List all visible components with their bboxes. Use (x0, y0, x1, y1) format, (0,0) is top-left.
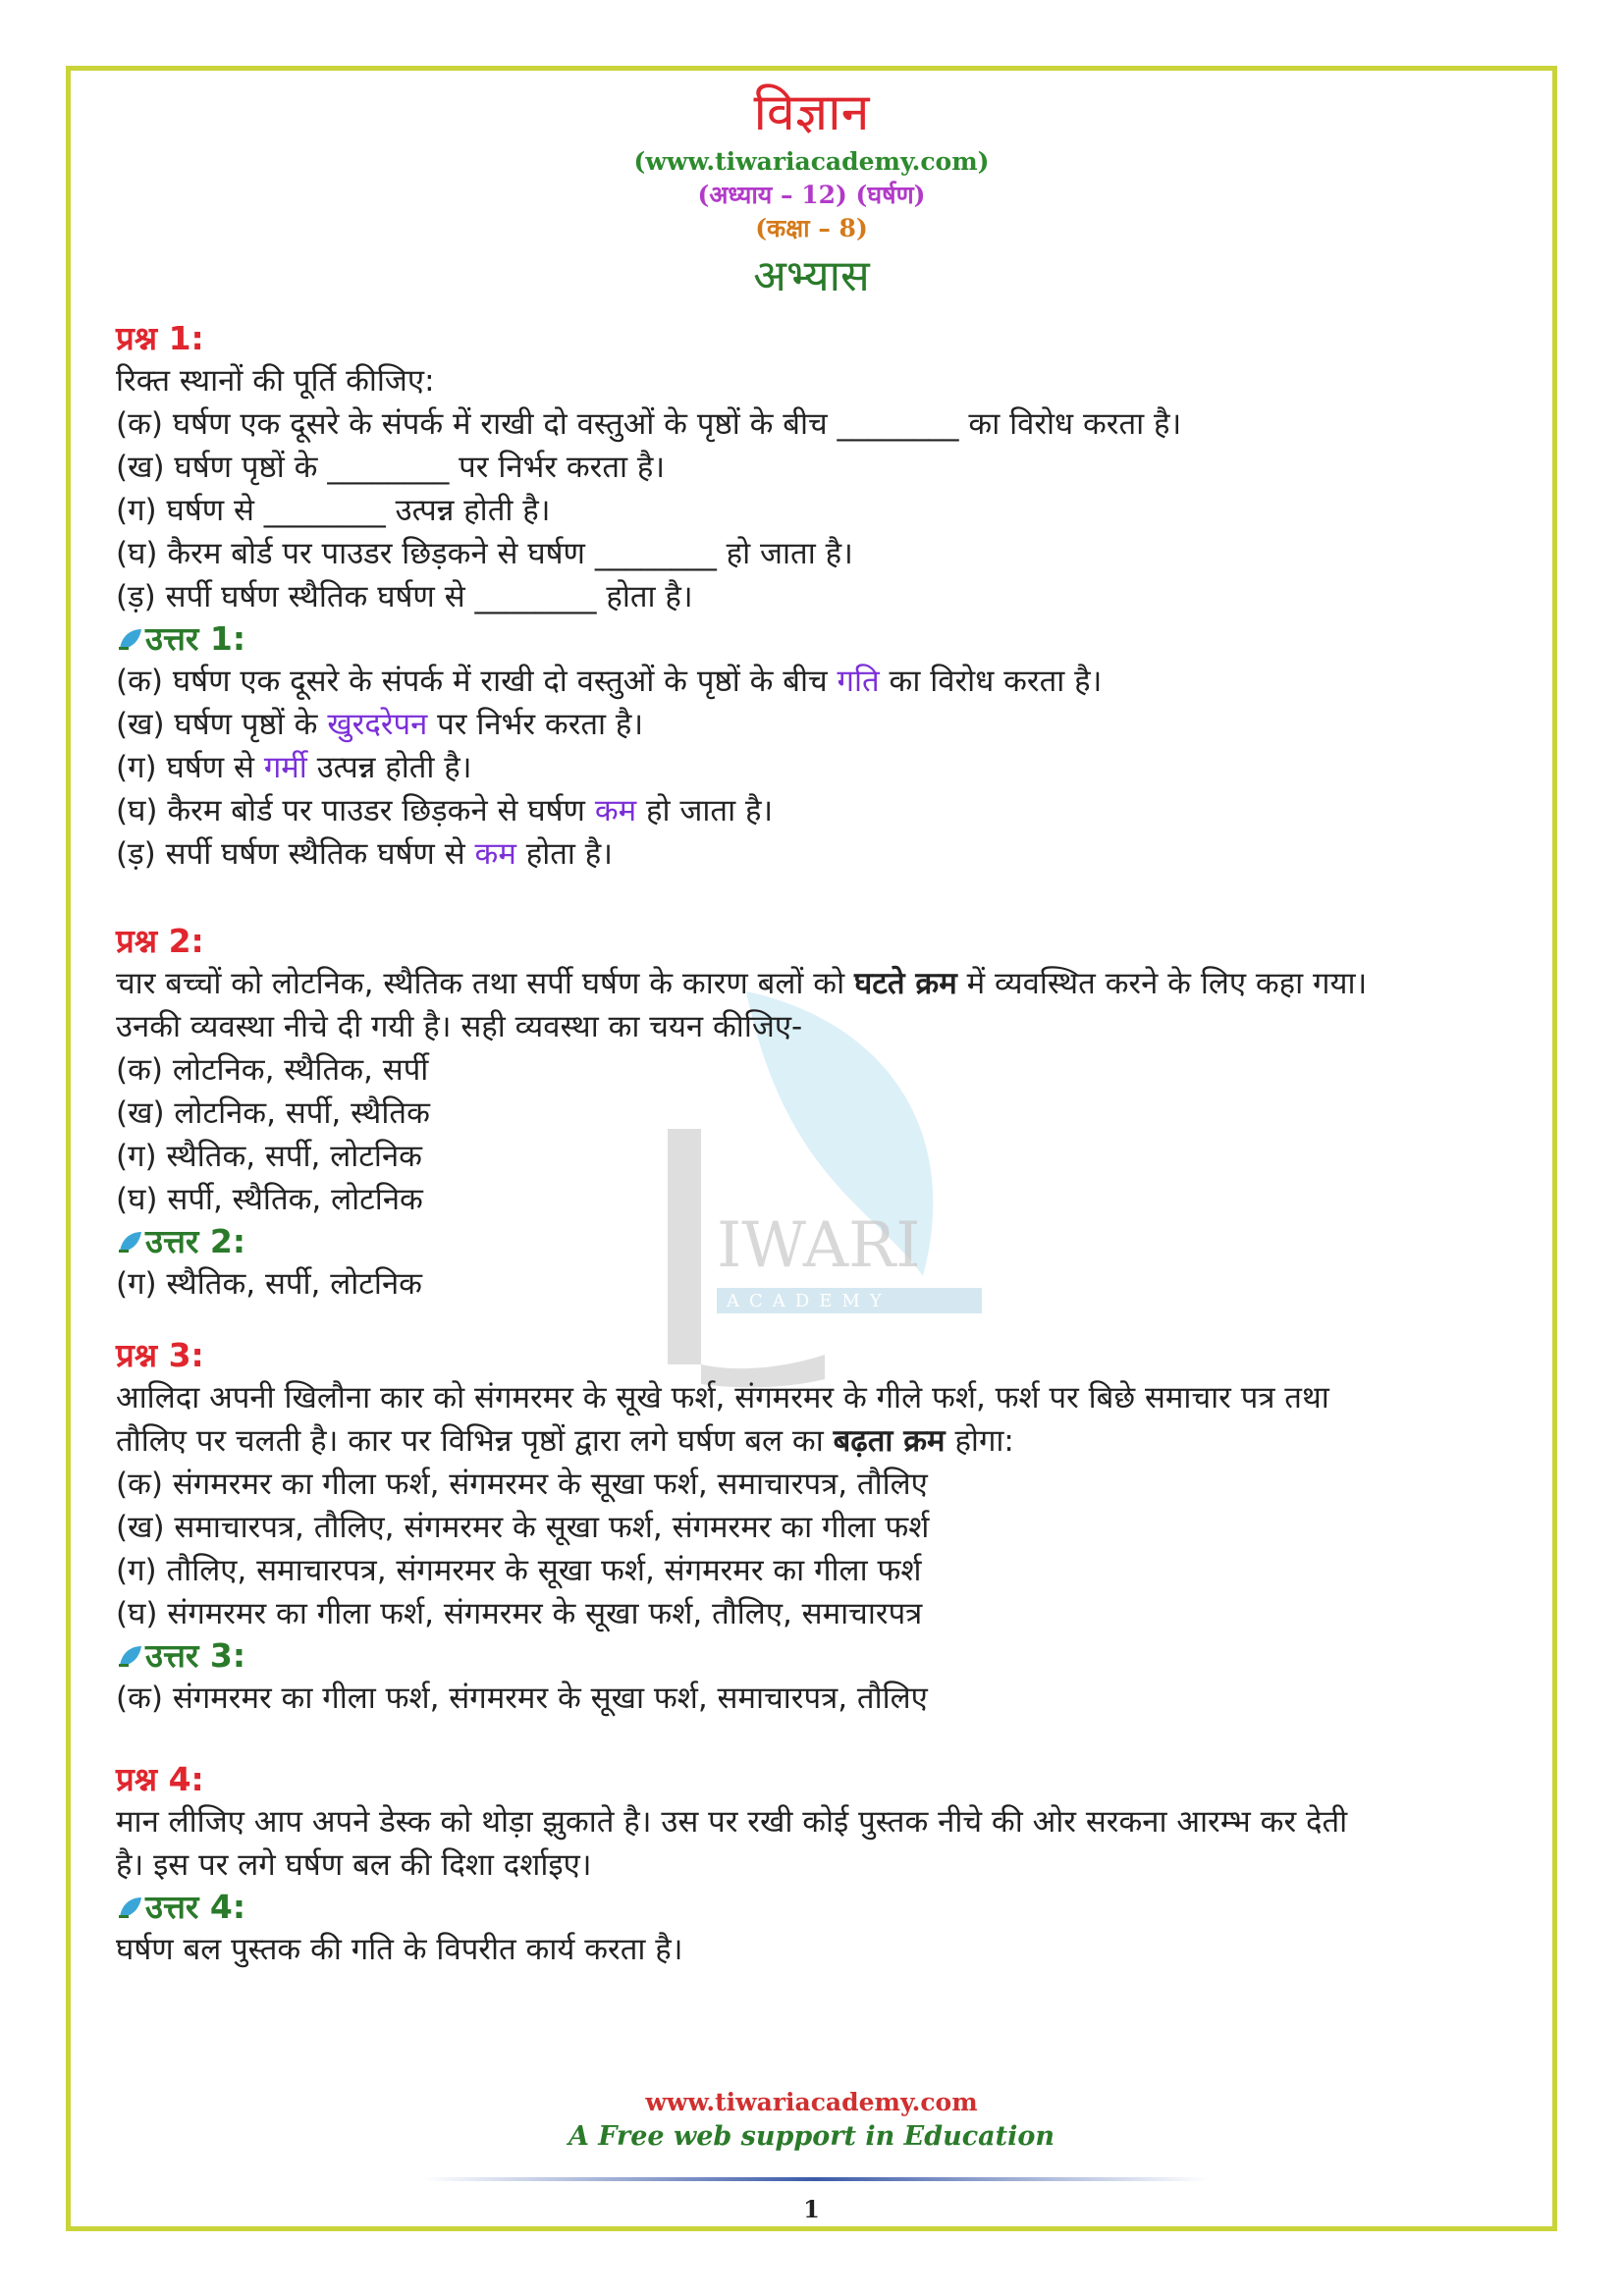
question-2-option: (घ) सर्पी, स्थैतिक, लोटनिक (116, 1182, 423, 1217)
page-footer (0, 2087, 1623, 2156)
answer-2-title: उत्तर 2: (145, 1222, 246, 1260)
answer-1-line: (क) घर्षण एक दूसरे के संपर्क में राखी दो वस्तुओं के पृष्ठों के बीच गति का विरोध करता है। (116, 664, 1103, 699)
footer-site-link[interactable]: www.tiwariacademy.com (645, 2088, 978, 2116)
question-4-line: मान लीजिए आप अपने डेस्क को थोड़ा झुकाते है। उस पर रखी कोई पुस्तक नीचे की ओर सरकना आरम्भ कर देती (116, 1804, 1348, 1840)
footer-divider (422, 2177, 1208, 2181)
question-1-line: (ड़) सर्पी घर्षण स्थैतिक घर्षण से ________ होता है। (116, 579, 693, 614)
answer-2-heading (116, 1221, 1530, 1262)
question-3-line: आलिदा अपनी खिलौना कार को संगमरमर के सूखे फर्श, संगमरमर के गीले फर्श, फर्श पर बिछे समाचार पत्र तथा (116, 1380, 1329, 1415)
subject-title: विज्ञान (753, 83, 870, 142)
question-2-option: (ग) स्थैतिक, सर्पी, लोटनिक (116, 1139, 422, 1174)
leaf-logo-icon (116, 1894, 143, 1921)
answer-1-heading (116, 618, 1530, 660)
question-3-option: (ग) तौलिए, समाचारपत्र, संगमरमर के सूखा फर्श, संगमरमर का गीला फर्श (116, 1553, 922, 1588)
leaf-logo-icon (116, 625, 143, 653)
answer-4-line: घर्षण बल पुस्तक की गति के विपरीत कार्य करता है। (116, 1932, 683, 1967)
answer-1-line: (ग) घर्षण से गर्मी उत्पन्न होती है। (116, 750, 472, 785)
leaf-logo-icon (116, 1228, 143, 1255)
question-1-line: (ख) घर्षण पृष्ठों के ________ पर निर्भर करता है। (116, 450, 666, 485)
question-4-title: प्रश्न 4: (116, 1760, 204, 1798)
answer-3-heading (116, 1635, 1530, 1677)
answer-1-line: (ख) घर्षण पृष्ठों के खुरदरेपन पर निर्भर करता है। (116, 707, 644, 742)
answer-highlight: गर्मी (263, 750, 307, 785)
question-3-bold: बढ़ता क्रम (833, 1423, 946, 1459)
question-2-title: प्रश्न 2: (116, 922, 204, 960)
leaf-logo-icon (116, 1642, 143, 1670)
question-2-line: उनकी व्यवस्था नीचे दी गयी है। सही व्यवस्था का चयन कीजिए- (116, 1009, 803, 1044)
watermark-brand: IWARI (717, 1209, 921, 1282)
question-3-title: प्रश्न 3: (116, 1336, 204, 1374)
answer-1-title: उत्तर 1: (145, 619, 246, 658)
question-4-line: है। इस पर लगे घर्षण बल की दिशा दर्शाइए। (116, 1847, 592, 1883)
question-3-option: (घ) संगमरमर का गीला फर्श, संगमरमर के सूखा फर्श, तौलिए, समाचारपत्र (116, 1596, 923, 1631)
question-2-option: (क) लोटनिक, स्थैतिक, सर्पी (116, 1052, 429, 1088)
footer-tagline: A Free web support in Education (568, 2121, 1055, 2152)
answer-highlight: कम (594, 793, 637, 828)
question-2-option: (ख) लोटनिक, सर्पी, स्थैतिक (116, 1095, 430, 1131)
question-3-option: (क) संगमरमर का गीला फर्श, संगमरमर के सूखा फर्श, समाचारपत्र, तौलिए (116, 1467, 928, 1502)
header-site-link[interactable]: (www.tiwariacademy.com) (633, 147, 990, 176)
answer-3-line: (क) संगमरमर का गीला फर्श, संगमरमर के सूखा फर्श, समाचारपत्र, तौलिए (116, 1681, 928, 1716)
question-1-line: (घ) कैरम बोर्ड पर पाउडर छिड़कने से घर्षण ________ हो जाता है। (116, 536, 853, 571)
question-2-line: चार बच्चों को लोटनिक, स्थैतिक तथा सर्पी घर्षण के कारण बलों को घटते क्रम में व्यवस्थित करने के लिए कहा गया। (116, 966, 1368, 1001)
question-3-line: तौलिए पर चलती है। कार पर विभिन्न पृष्ठों द्वारा लगे घर्षण बल का बढ़ता क्रम होगा: (116, 1423, 1014, 1459)
question-1-line: (ग) घर्षण से ________ उत्पन्न होती है। (116, 493, 551, 528)
class-label: (कक्षा – 8) (755, 214, 868, 242)
question-1-title: प्रश्न 1: (116, 319, 204, 357)
answer-2-line: (ग) स्थैतिक, सर्पी, लोटनिक (116, 1266, 422, 1302)
question-1-line: (क) घर्षण एक दूसरे के संपर्क में राखी दो वस्तुओं के पृष्ठों के बीच ________ का विरोध करता है। (116, 406, 1182, 442)
question-2-bold: घटते क्रम (853, 966, 957, 1001)
watermark-sub: ACADEMY (727, 1291, 892, 1311)
question-3-option: (ख) समाचारपत्र, तौलिए, संगमरमर के सूखा फर्श, संगमरमर का गीला फर्श (116, 1510, 930, 1545)
exercise-title: अभ्यास (753, 251, 870, 301)
answer-highlight: खुरदरेपन (327, 707, 428, 742)
page-header (0, 80, 1623, 304)
answer-4-heading (116, 1887, 1530, 1928)
answer-highlight: गति (837, 664, 880, 699)
page-number: 1 (803, 2195, 820, 2223)
answer-1-line: (ड़) सर्पी घर्षण स्थैतिक घर्षण से कम होता है। (116, 836, 613, 872)
answer-3-title: उत्तर 3: (145, 1636, 246, 1675)
question-1-line: रिक्त स्थानों की पूर्ति कीजिए: (116, 363, 435, 399)
content-body (116, 318, 1530, 1971)
answer-4-title: उत्तर 4: (145, 1888, 246, 1926)
answer-1-line: (घ) कैरम बोर्ड पर पाउडर छिड़कने से घर्षण कम हो जाता है। (116, 793, 774, 828)
chapter-label: (अध्याय – 12) (घर्षण) (697, 181, 926, 209)
answer-highlight: कम (474, 836, 516, 872)
